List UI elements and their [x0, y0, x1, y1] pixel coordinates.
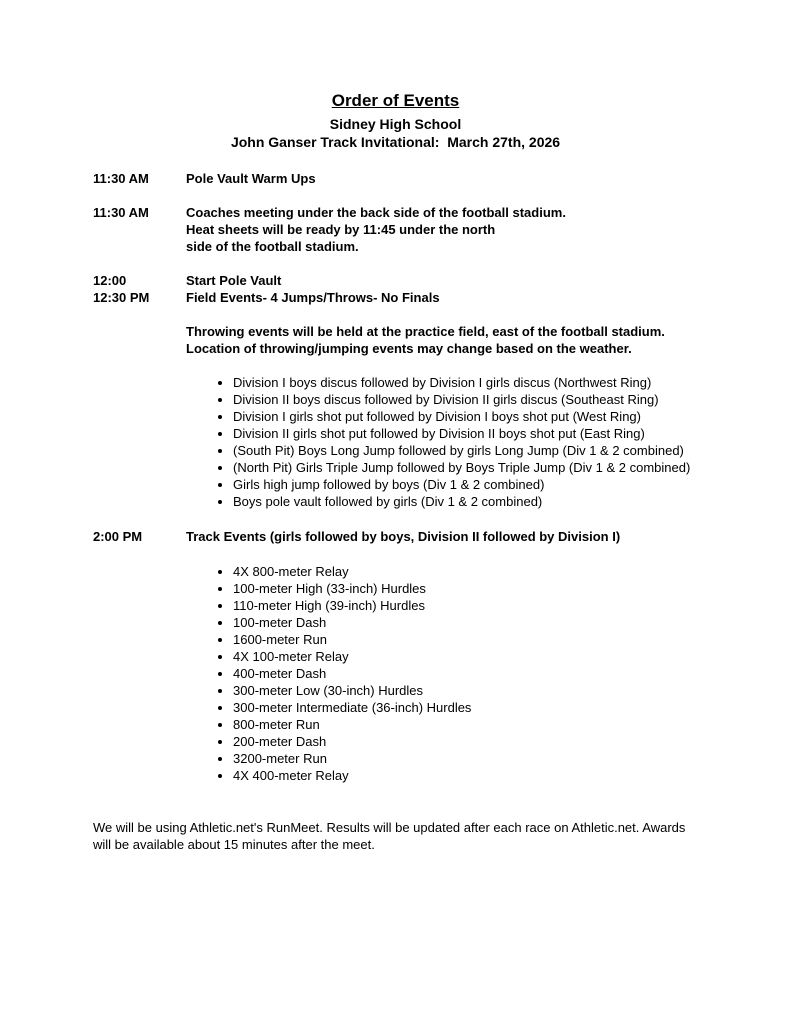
track-event-item: • 800-meter Run	[233, 716, 731, 733]
field-event-item: • Boys pole vault followed by girls (Div 1 & 2 combined)	[233, 493, 731, 510]
schedule-row	[93, 289, 731, 306]
footer-note	[93, 819, 731, 853]
text-line: Field Events- 4 Jumps/Throws- No Finals	[186, 290, 440, 305]
track-events-list	[186, 563, 731, 784]
track-events-time: 2:00 PM	[93, 529, 143, 544]
text-line: Pole Vault Warm Ups	[186, 171, 316, 186]
track-event-item: • 100-meter High (33-inch) Hurdles	[233, 580, 731, 597]
field-event-item: • (North Pit) Girls Triple Jump followed by Boys Triple Jump (Div 1 & 2 combined)	[233, 459, 731, 476]
note-line: Throwing events will be held at the practice field, east of the football stadium.	[186, 324, 665, 339]
track-event-item: • 1600-meter Run	[233, 631, 731, 648]
field-event-item: • Division II boys discus followed by Division II girls discus (Southeast Ring)	[233, 391, 731, 408]
school-name: Sidney High School	[329, 116, 462, 132]
track-event-item: • 4X 400-meter Relay	[233, 767, 731, 784]
schedule-description	[186, 289, 731, 306]
field-event-item: • Girls high jump followed by boys (Div 1 & 2 combined)	[233, 476, 731, 493]
track-event-item: • 4X 100-meter Relay	[233, 648, 731, 665]
text-line: Start Pole Vault	[186, 273, 282, 288]
schedule-time: 12:00	[93, 273, 127, 288]
text-line: Heat sheets will be ready by 11:45 under the north	[186, 222, 496, 237]
field-event-item: • Division II girls shot put followed by Division II boys shot put (East Ring)	[233, 425, 731, 442]
document-body	[0, 170, 791, 853]
field-event-item: • Division I boys discus followed by Division I girls discus (Northwest Ring)	[233, 374, 731, 391]
field-events-note	[186, 323, 731, 357]
schedule-row	[93, 170, 731, 187]
schedule-row	[93, 272, 731, 289]
field-event-item: • Division I girls shot put followed by Division I boys shot put (West Ring)	[233, 408, 731, 425]
track-event-item: • 400-meter Dash	[233, 665, 731, 682]
schedule-list	[93, 170, 731, 306]
track-event-item: • 200-meter Dash	[233, 733, 731, 750]
track-event-item: • 300-meter Low (30-inch) Hurdles	[233, 682, 731, 699]
schedule-row	[93, 204, 731, 255]
document-title: Order of Events	[331, 91, 460, 110]
footer-line: We will be using Athletic.net's RunMeet. Results will be updated after each race on Athletic.net. Awards	[93, 820, 686, 835]
field-event-item: • (South Pit) Boys Long Jump followed by girls Long Jump (Div 1 & 2 combined)	[233, 442, 731, 459]
document-header	[0, 90, 791, 151]
text-line: side of the football stadium.	[186, 239, 359, 254]
meet-name-date: John Ganser Track Invitational: March 27th, 2026	[230, 134, 561, 150]
track-event-item: • 300-meter Intermediate (36-inch) Hurdles	[233, 699, 731, 716]
text-line: Coaches meeting under the back side of the football stadium.	[186, 205, 566, 220]
schedule-time: 12:30 PM	[93, 290, 150, 305]
track-event-item: • 110-meter High (39-inch) Hurdles	[233, 597, 731, 614]
schedule-description	[186, 170, 731, 187]
track-events-header	[93, 528, 731, 545]
track-event-item: • 4X 800-meter Relay	[233, 563, 731, 580]
track-event-item: • 3200-meter Run	[233, 750, 731, 767]
note-line: Location of throwing/jumping events may change based on the weather.	[186, 341, 632, 356]
schedule-description	[186, 204, 731, 255]
footer-line: will be available about 15 minutes after the meet.	[93, 837, 375, 852]
track-events-label: Track Events (girls followed by boys, Division II followed by Division I)	[186, 529, 621, 544]
field-events-list	[186, 374, 731, 510]
track-event-item: • 100-meter Dash	[233, 614, 731, 631]
schedule-description	[186, 272, 731, 289]
schedule-time: 11:30 AM	[93, 171, 149, 186]
schedule-time: 11:30 AM	[93, 205, 149, 220]
